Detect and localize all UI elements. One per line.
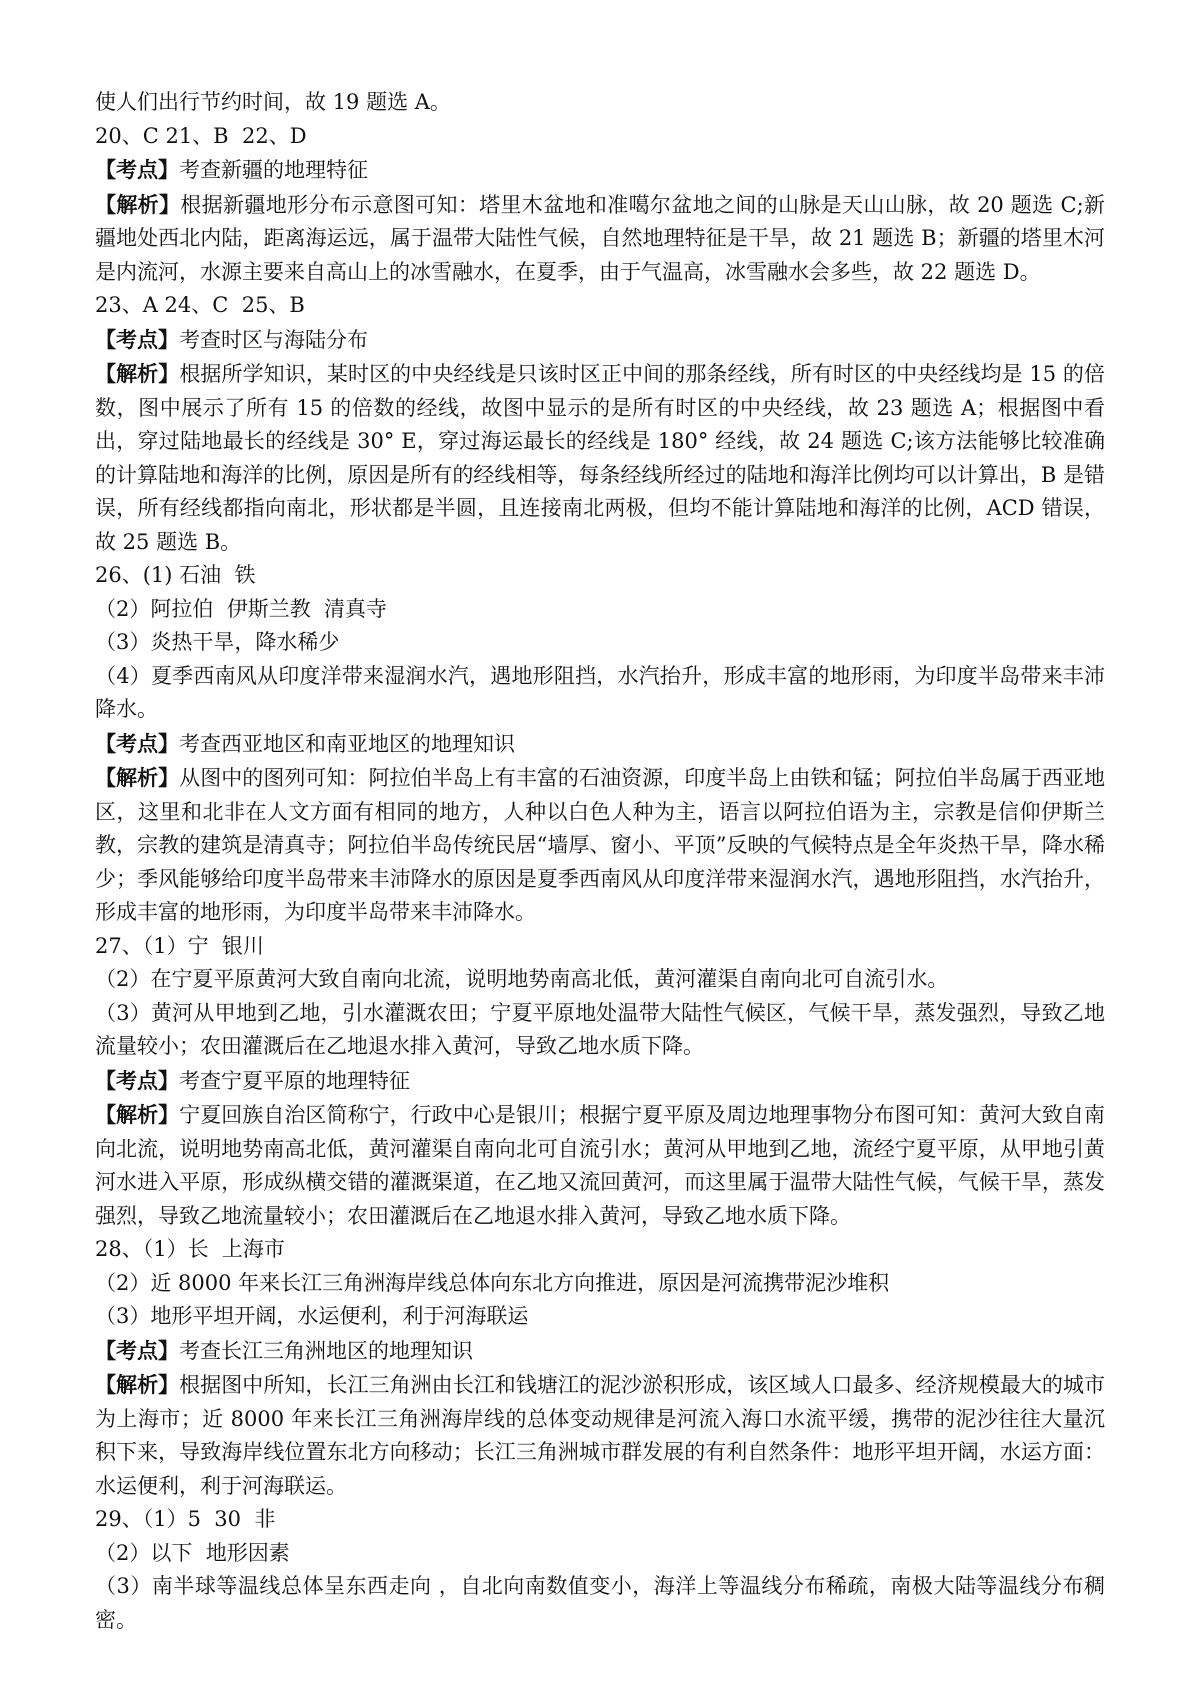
topic-paragraph xyxy=(95,153,1105,188)
paragraph-text: 根据图中所知，长江三角洲由长江和钱塘江的泥沙淤积形成，该区域人口最多、经济规模最大的城市为上海市；近 8000 年来长江三角洲海岸线的总体变动规律是河流入海口水流平缓，携带的泥沙往往大量沉积下来，导致海岸线位置东北方向移动；长江三角洲城市群发展的有利自然条件：地形平坦开阔，水运方面：水运便利，利于河海联运。 xyxy=(95,1373,1105,1498)
paragraph-text: 根据所学知识，某时区的中央经线是只该时区正中间的那条经线，所有时区的中央经线均是 15 的倍数，图中展示了所有 15 的倍数的经线，故图中显示的是所有时区的中央经线，故 23 题选 A；根据图中看出，穿过陆地最长的经线是 30° E，穿过海运最长的经线是 180° 经线，故 24 题选 C;该方法能够比较准确的计算陆地和海洋的比例，原因是所有的经线相等，每条经线所经过的陆地和海洋比例均可以计算出，B 是错误，所有经线都指向南北，形状都是半圆，且连接南北两极，但均不能计算陆地和海洋的比例，ACD 错误，故 25 题选 B。 xyxy=(95,362,1106,554)
answer-line: 使人们出行节约时间，故 19 题选 A。 xyxy=(95,90,451,114)
topic-tag: 【考点】 xyxy=(95,730,179,756)
paragraph-text: 宁夏回族自治区简称宁，行政中心是银川；根据宁夏平原及周边地理事物分布图可知：黄河大致自南向北流，说明地势南高北低，黄河灌渠自南向北可自流引水；黄河从甲地到乙地，流经宁夏平原，从甲地引黄河水进入平原，形成纵横交错的灌溉渠道，在乙地又流回黄河，而这里属于温带大陆性气候，气候干旱，蒸发强烈，导致乙地流量较小；农田灌溉后在乙地退水排入黄河，导致乙地水质下降。 xyxy=(95,1103,1105,1228)
answer-line: 23、A 24、C 25、B xyxy=(95,293,305,317)
analysis-paragraph xyxy=(95,357,1105,559)
analysis-tag: 【解析】 xyxy=(95,191,181,217)
analysis-tag: 【解析】 xyxy=(95,1102,180,1127)
topic-tag: 【考点】 xyxy=(95,157,179,182)
paragraph-text: 考查宁夏平原的地理特征 xyxy=(179,1068,410,1093)
topic-paragraph xyxy=(95,323,1105,358)
answer-paragraph: （3）南半球等温线总体呈东西走向 ，自北向南数值变小，海洋上等温线分布稀疏，南极大陆等温线分布稠密。 xyxy=(95,1574,1105,1632)
topic-paragraph xyxy=(95,1064,1105,1099)
topic-paragraph xyxy=(95,727,1105,762)
analysis-paragraph xyxy=(95,1368,1105,1503)
answer-line: （2）阿拉伯 伊斯兰教 清真寺 xyxy=(95,596,388,621)
answer-paragraph: （4）夏季西南风从印度洋带来湿润水汽，遇地形阻挡，水汽抬升，形成丰富的地形雨，为印度半岛带来丰沛降水。 xyxy=(95,663,1105,721)
analysis-tag: 【解析】 xyxy=(95,361,180,386)
answer-line: 29、（1）5 30 非 xyxy=(95,1507,276,1531)
topic-tag: 【考点】 xyxy=(95,326,179,352)
analysis-tag: 【解析】 xyxy=(95,765,180,790)
analysis-tag: 【解析】 xyxy=(95,1372,180,1397)
analysis-paragraph xyxy=(95,761,1105,930)
answer-line: （2）近 8000 年来长江三角洲海岸线总体向东北方向推进，原因是河流携带泥沙堆积 xyxy=(95,1270,890,1295)
answer-line: 27、（1）宁 银川 xyxy=(95,933,264,958)
paragraph-text: 考查时区与海陆分布 xyxy=(179,327,368,352)
answer-line: （3）炎热干旱，降水稀少 xyxy=(95,630,340,654)
answer-document xyxy=(95,86,1105,1637)
paragraph-text: 考查西亚地区和南亚地区的地理知识 xyxy=(179,731,515,756)
topic-tag: 【考点】 xyxy=(95,1337,179,1363)
answer-line: （2）在宁夏平原黄河大致自南向北流，说明地势南高北低，黄河灌渠自南向北可自流引水。 xyxy=(95,967,949,991)
topic-paragraph xyxy=(95,1334,1105,1369)
answer-line: 28、（1）长 上海市 xyxy=(95,1237,285,1261)
analysis-paragraph xyxy=(95,1098,1105,1233)
answer-line: 20、C 21、B 22、D xyxy=(95,123,307,148)
paragraph-text: 从图中的图列可知：阿拉伯半岛上有丰富的石油资源，印度半岛上由铁和锰；阿拉伯半岛属于西亚地区，这里和北非在人文方面有相同的地方，人种以白色人种为主，语言以阿拉伯语为主，宗教是信仰伊斯兰教，宗教的建筑是清真寺；阿拉伯半岛传统民居“墙厚、窗小、平顶”反映的气候特点是全年炎热干旱，降水稀少；季风能够给印度半岛带来丰沛降水的原因是夏季西南风从印度洋带来湿润水汽，遇地形阻挡，水汽抬升，形成丰富的地形雨，为印度半岛带来丰沛降水。 xyxy=(95,766,1105,924)
answer-line: 26、(1) 石油 铁 xyxy=(95,563,256,587)
answer-line: （3）地形平坦开阔，水运便利，利于河海联运 xyxy=(95,1304,529,1328)
answer-paragraph: （3）黄河从甲地到乙地，引水灌溉农田；宁夏平原地处温带大陆性气候区，气候干旱，蒸发强烈，导致乙地流量较小；农田灌溉后在乙地退水排入黄河，导致乙地水质下降。 xyxy=(95,1000,1105,1058)
answer-line: （2）以下 地形因素 xyxy=(95,1540,290,1565)
paragraph-text: 根据新疆地形分布示意图可知：塔里木盆地和准噶尔盆地之间的山脉是天山山脉，故 20 题选 C;新疆地处西北内陆，距离海运远，属于温带大陆性气候，自然地理特征是干旱，故 21 题选 B；新疆的塔里木河是内流河，水源主要来自高山上的冰雪融水，在夏季，由于气温高，冰雪融水会多些，故 22 题选 D。 xyxy=(95,192,1106,284)
analysis-paragraph xyxy=(95,188,1105,290)
paragraph-text: 考查新疆的地理特征 xyxy=(179,158,368,182)
paragraph-text: 考查长江三角洲地区的地理知识 xyxy=(179,1338,473,1363)
topic-tag: 【考点】 xyxy=(95,1067,179,1093)
